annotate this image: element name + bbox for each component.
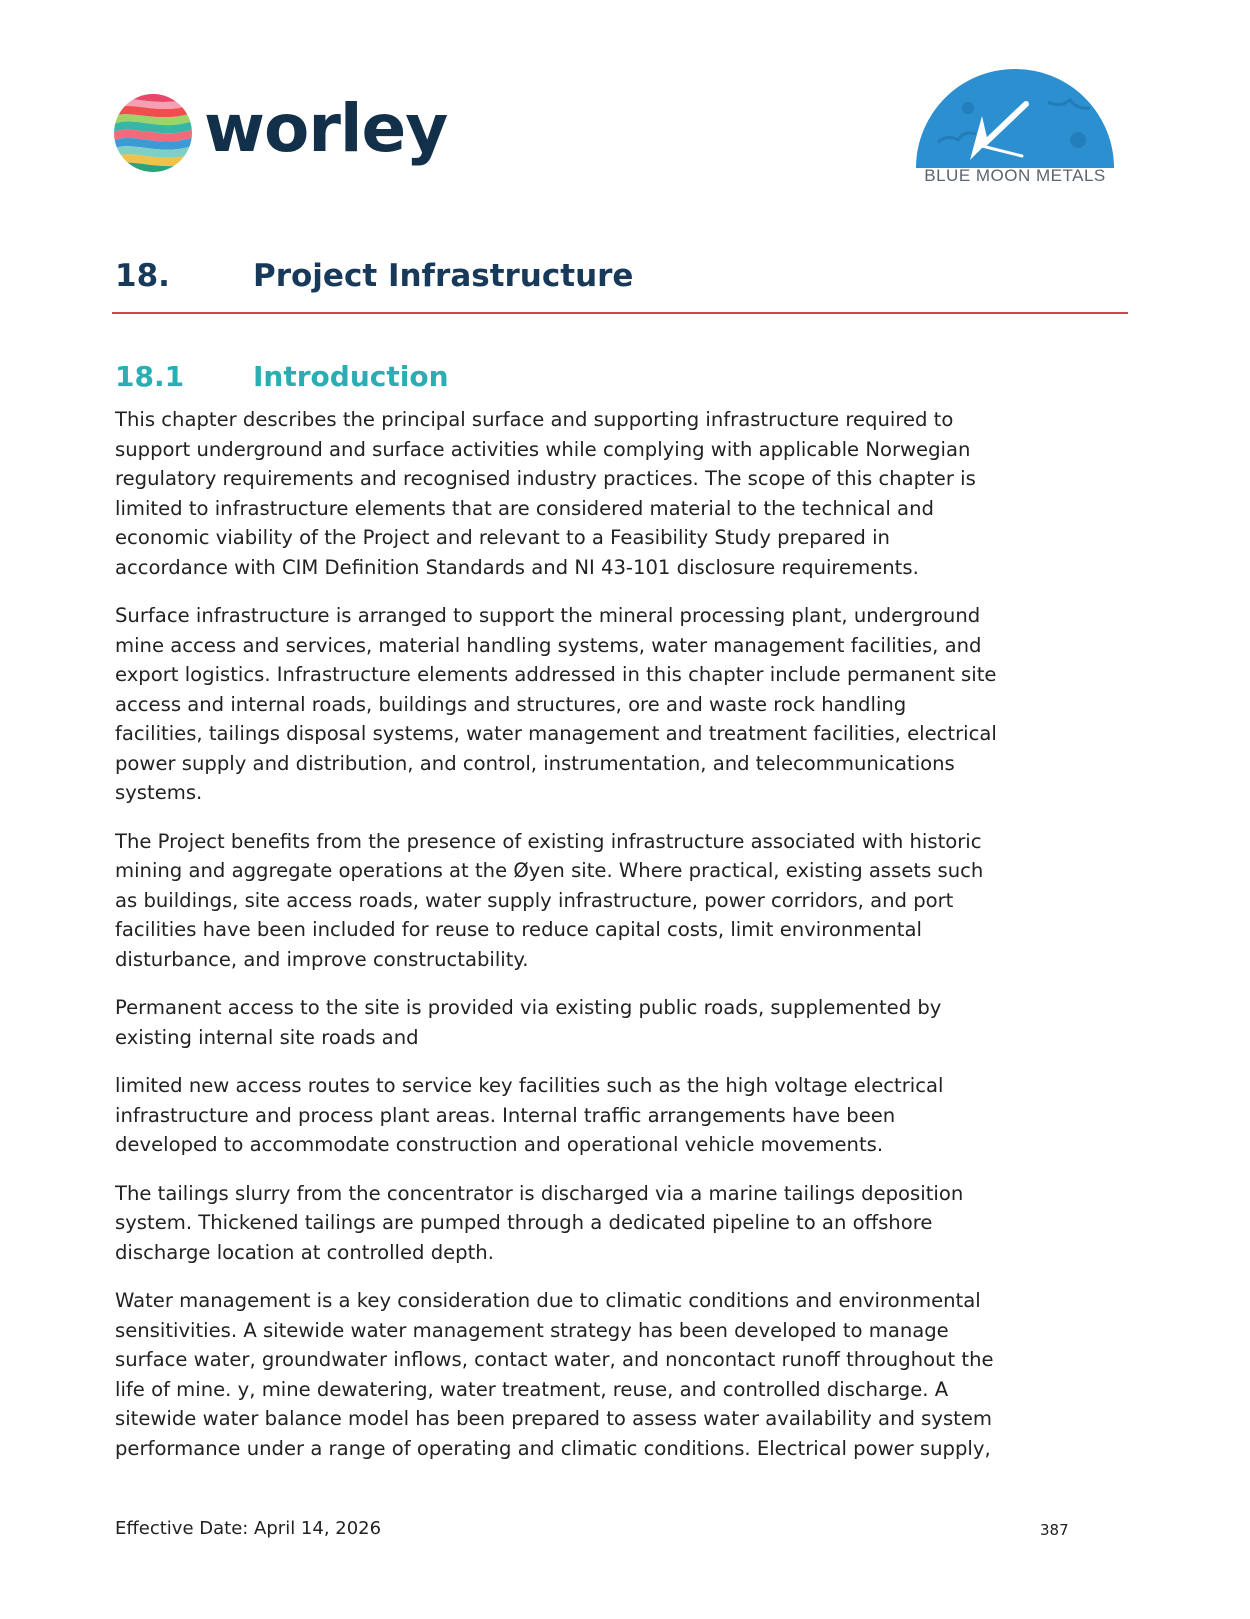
subsection-number: 18.1 xyxy=(115,360,185,393)
paragraph: Surface infrastructure is arranged to support the mineral processing plant, underground mine access and services, material handling systems, water management facilities, and export logistics. Infrastructure elements addressed in this chapter include permanent site access and internal roads, buildings and structures, ore and waste rock handling facilities, tailings disposal systems, water management and treatment facilities, electrical power supply and distribution, and control, instrumentation, and telecommunications systems. xyxy=(115,604,997,804)
worley-wordmark: worley xyxy=(204,90,448,167)
footer-page-number: 387 xyxy=(1040,1521,1069,1539)
section-divider xyxy=(112,312,1128,314)
moon-emblem-icon xyxy=(908,62,1122,172)
worley-globe-icon xyxy=(112,92,194,174)
footer-effective-date: Effective Date: April 14, 2026 xyxy=(115,1518,382,1539)
section-title: Project Infrastructure xyxy=(253,258,634,294)
paragraph: Water management is a key consideration due to climatic conditions and environmental sensitivities. A sitewide water management strategy has been developed to manage surface water, groundwater inflows, contact water, and noncontact runoff throughout the life of mine. y, mine dewatering, water treatment, reuse, and controlled discharge. A sitewide water balance model has been prepared to assess water availability and system performance under a range of operating and climatic conditions. Electrical power supply, xyxy=(115,1289,994,1460)
paragraph: The tailings slurry from the concentrator is discharged via a marine tailings deposition system. Thickened tailings are pumped through a dedicated pipeline to an offshore discharge location at controlled depth. xyxy=(115,1181,964,1264)
blue-moon-metals-logo xyxy=(908,62,1122,192)
paragraph: This chapter describes the principal surface and supporting infrastructure required to support underground and surface activities while complying with applicable Norwegian regulatory requirements and recognised industry practices. The scope of this chapter is limited to infrastructure elements that are considered material to the technical and economic viability of the Project and relevant to a Feasibility Study prepared in accordance with CIM Definition Standards and NI 43-101 disclosure requirements. xyxy=(115,408,976,579)
paragraph: Permanent access to the site is provided via existing public roads, supplemented by existing internal site roads and xyxy=(115,996,942,1049)
subsection-title: Introduction xyxy=(253,360,449,393)
section-number: 18. xyxy=(115,258,170,294)
blue-moon-metals-wordmark: BLUE MOON METALS xyxy=(924,166,1106,185)
worley-logo xyxy=(112,88,452,178)
paragraph: limited new access routes to service key facilities such as the high voltage electrical infrastructure and process plant areas. Internal traffic arrangements have been developed to accommodate construction and operational vehicle movements. xyxy=(115,1074,944,1156)
subsection-heading xyxy=(115,360,1125,400)
paragraph: The Project benefits from the presence of existing infrastructure associated with historic mining and aggregate operations at the Øyen site. Where practical, existing assets such as buildings, site access roads, water supply infrastructure, power corridors, and port facilities have been included for reuse to reduce capital costs, limit environmental disturbance, and improve constructability. xyxy=(115,829,984,971)
section-heading xyxy=(115,258,1125,308)
body-text xyxy=(115,405,1125,1482)
